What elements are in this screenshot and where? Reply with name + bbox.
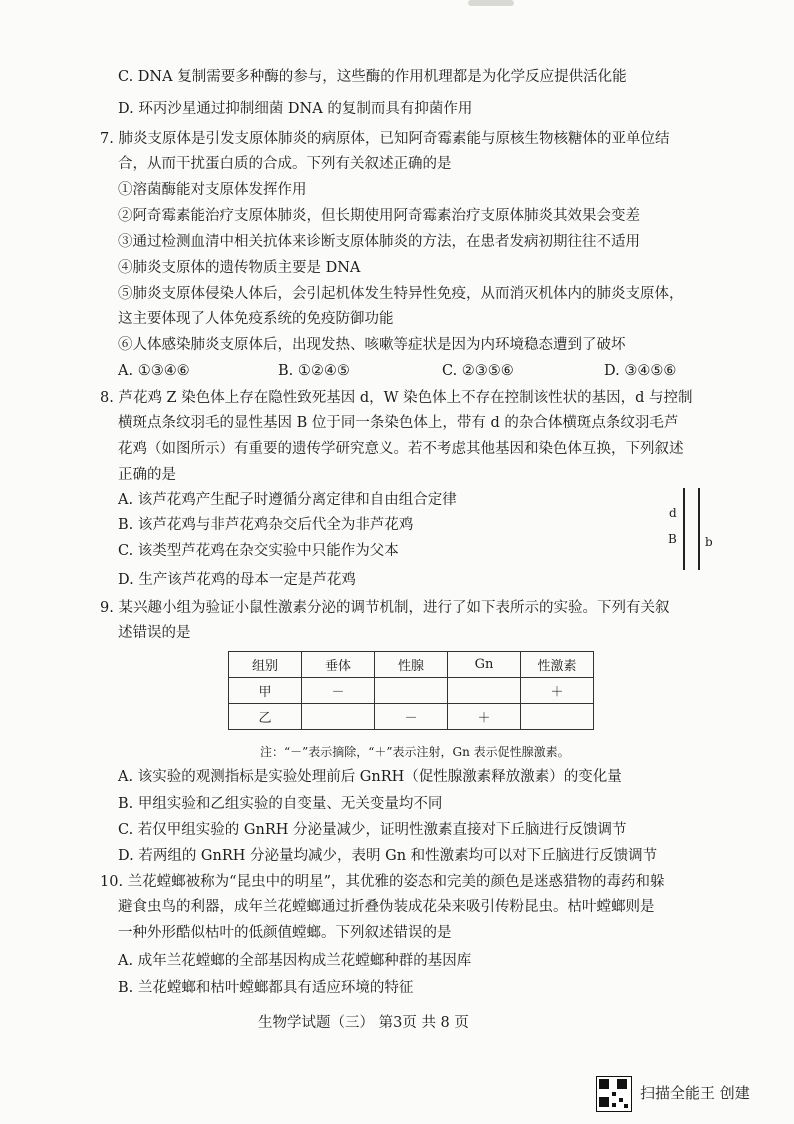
q9-stem-line-1: 9. 某兴趣小组为验证小鼠性激素分泌的调节机制，进行了如下表所示的实验。下列有关叙 xyxy=(100,600,670,616)
q10-stem-line-3: 一种外形酷似枯叶的低颜值螳螂。下列叙述错误的是 xyxy=(118,925,452,941)
table-cell: 甲 xyxy=(229,678,302,704)
q9-stem-line-2: 述错误的是 xyxy=(118,625,191,641)
q8-stem-line-3: 花鸡（如图所示）有重要的遗传学研究意义。若不考虑其他基因和染色体互换，下列叙述 xyxy=(118,441,684,457)
q10-option-b: B. 兰花螳螂和枯叶螳螂都具有适应环境的特征 xyxy=(118,980,414,996)
table-cell: 乙 xyxy=(229,704,302,730)
q7-statement-6: ⑥人体感染肺炎支原体后，出现发热、咳嗽等症状是因为内环境稳态遭到了破坏 xyxy=(118,337,626,353)
table-row xyxy=(229,678,594,704)
q7-stem-line-1: 7. 肺炎支原体是引发支原体肺炎的病原体，已知阿奇霉素能与原核生物核糖体的亚单位结 xyxy=(100,131,670,147)
q10-option-a: A. 成年兰花螳螂的全部基因构成兰花螳螂种群的基因库 xyxy=(118,953,472,969)
table-header-cell: Gn xyxy=(448,652,521,678)
q7-statement-1: ①溶菌酶能对支原体发挥作用 xyxy=(118,182,307,198)
q6-option-d: D. 环丙沙星通过抑制细菌 DNA 的复制而具有抑菌作用 xyxy=(118,101,473,117)
q8-option-c: C. 该类型芦花鸡在杂交实验中只能作为父本 xyxy=(118,543,399,559)
table-cell: ＋ xyxy=(448,704,521,730)
table-cell xyxy=(448,678,521,704)
q7-option-a: A. ①③④⑥ xyxy=(118,363,190,379)
q10-stem-line-1: 10. 兰花螳螂被称为“昆虫中的明星”，其优雅的姿态和完美的颜色是迷惑猎物的毒药和躲 xyxy=(100,874,665,890)
q7-statement-5a: ⑤肺炎支原体侵染人体后，会引起机体发生特异性免疫，从而消灭机体内的肺炎支原体， xyxy=(118,286,684,302)
chromosome-z xyxy=(683,488,685,570)
q7-statement-3: ③通过检测血清中相关抗体来诊断支原体肺炎的方法，在患者发病初期往往不适用 xyxy=(118,234,640,250)
table-row xyxy=(229,704,594,730)
q9-option-c: C. 若仅甲组实验的 GnRH 分泌量减少，证明性激素直接对下丘脑进行反馈调节 xyxy=(118,822,627,838)
q9-option-a: A. 该实验的观测指标是实验处理前后 GnRH（促性腺激素释放激素）的变化量 xyxy=(118,769,622,785)
table-header-cell: 垂体 xyxy=(302,652,375,678)
q7-statement-4: ④肺炎支原体的遗传物质主要是 DNA xyxy=(118,260,361,276)
table-cell: － xyxy=(302,678,375,704)
q8-stem-line-1: 8. 芦花鸡 Z 染色体上存在隐性致死基因 d，W 染色体上不存在控制该性状的基因，d 与控制 xyxy=(100,390,693,406)
q10-stem-line-2: 避食虫鸟的利器，成年兰花螳螂通过折叠伪装成花朵来吸引传粉昆虫。枯叶螳螂则是 xyxy=(118,899,655,915)
q8-option-d: D. 生产该芦花鸡的母本一定是芦花鸡 xyxy=(118,572,356,588)
table-note: 注：“－”表示摘除，“＋”表示注射，Gn 表示促性腺激素。 xyxy=(260,745,570,759)
q7-stem-line-2: 合，从而干扰蛋白质的合成。下列有关叙述正确的是 xyxy=(118,156,452,172)
q8-stem-line-2: 横斑点条纹羽毛的显性基因 B 位于同一条染色体上，带有 d 的杂合体横斑点条纹羽毛芦 xyxy=(118,415,679,431)
table-header-cell: 性腺 xyxy=(375,652,448,678)
gene-label-b: b xyxy=(705,535,713,549)
table-header-row xyxy=(229,652,594,678)
q8-option-b: B. 该芦花鸡与非芦花鸡杂交后代全为非芦花鸡 xyxy=(118,517,414,533)
q8-option-a: A. 该芦花鸡产生配子时遵循分离定律和自由组合定律 xyxy=(118,492,457,508)
scanner-brand: 扫描全能王 创建 xyxy=(640,1084,750,1102)
chromosome-w xyxy=(698,488,700,570)
table-cell xyxy=(375,678,448,704)
q9-option-b: B. 甲组实验和乙组实验的自变量、无关变量均不同 xyxy=(118,796,443,812)
gene-label-d: d xyxy=(669,506,677,520)
q7-statement-5b: 这主要体现了人体免疫系统的免疫防御功能 xyxy=(118,311,394,327)
q9-option-d: D. 若两组的 GnRH 分泌量均减少，表明 Gn 和性激素均可以对下丘脑进行反馈调节 xyxy=(118,848,658,864)
gene-label-B: B xyxy=(668,532,677,546)
page-footer: 生物学试题（三） 第3页 共 8 页 xyxy=(258,1015,469,1031)
q7-option-d: D. ③④⑤⑥ xyxy=(604,363,677,379)
experiment-table xyxy=(228,651,594,730)
table-cell: － xyxy=(375,704,448,730)
table-header-cell: 组别 xyxy=(229,652,302,678)
table-cell: ＋ xyxy=(521,678,594,704)
table-cell xyxy=(521,704,594,730)
qr-code-icon xyxy=(596,1076,632,1112)
q7-statement-2: ②阿奇霉素能治疗支原体肺炎，但长期使用阿奇霉素治疗支原体肺炎其效果会变差 xyxy=(118,208,640,224)
q7-option-b: B. ①②④⑤ xyxy=(278,363,350,379)
table-header-cell: 性激素 xyxy=(521,652,594,678)
table-cell xyxy=(302,704,375,730)
q8-stem-line-4: 正确的是 xyxy=(118,467,176,483)
q6-option-c: C. DNA 复制需要多种酶的参与，这些酶的作用机理都是为化学反应提供活化能 xyxy=(118,69,627,85)
q7-option-c: C. ②③⑤⑥ xyxy=(442,363,514,379)
scan-edge-mark xyxy=(468,0,514,6)
